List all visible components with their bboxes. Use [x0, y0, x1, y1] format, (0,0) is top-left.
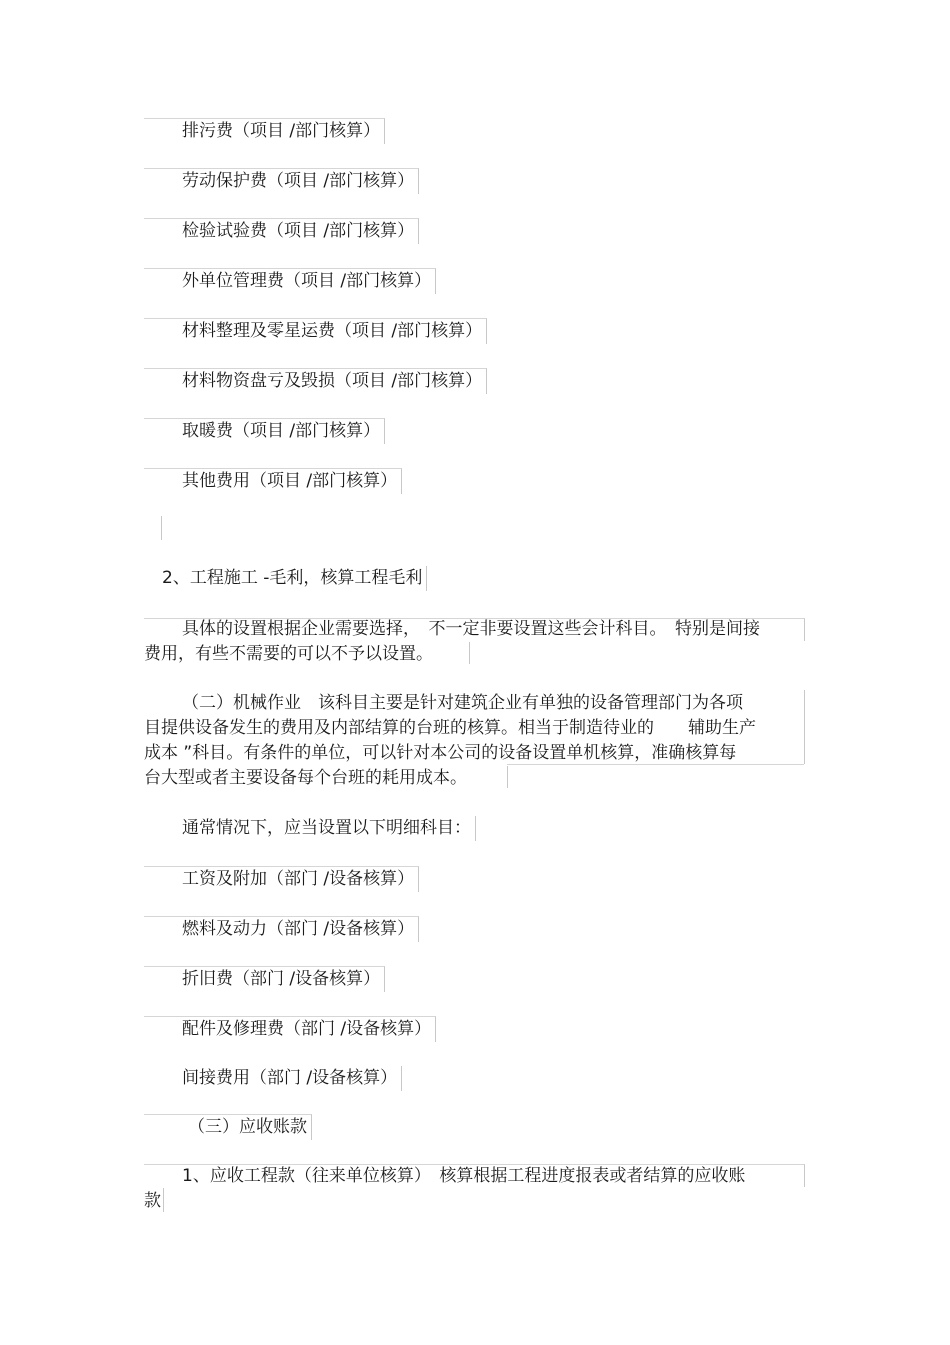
account-item-parts-repair: 配件及修理费（部门 /设备核算） [144, 1016, 436, 1042]
paragraph-receivables [144, 1164, 745, 1214]
account-item-material-loss: 材料物资盘亏及毁损（项目 /部门核算） [144, 368, 487, 394]
account-item-labor-protection: 劳动保护费（项目 /部门核算） [144, 168, 419, 194]
paragraph-line: 具体的设置根据企业需要选择， 不一定非要设置这些会计科目。 特别是间接 [182, 619, 760, 639]
account-item-other: 其他费用（项目 /部门核算） [144, 468, 402, 494]
divider [804, 690, 805, 764]
account-item-external-management: 外单位管理费（项目 /部门核算） [144, 268, 436, 294]
detail-accounts-intro: 通常情况下，应当设置以下明细科目： [144, 816, 476, 841]
paragraph-account-setup [144, 617, 760, 667]
paragraph-machinery [144, 691, 756, 791]
section-heading-receivables: （三）应收账款 [144, 1114, 312, 1140]
account-item-depreciation: 折旧费（部门 /设备核算） [144, 966, 385, 992]
account-item-wages: 工资及附加（部门 /设备核算） [144, 866, 419, 892]
paragraph-line: （二）机械作业 该科目主要是针对建筑企业有单独的设备管理部门为各项 [182, 693, 743, 713]
paragraph-line: 费用，有些不需要的可以不予以设置。 [144, 644, 433, 664]
account-item-indirect-cost: 间接费用（部门 /设备核算） [144, 1066, 402, 1091]
paragraph-line: 成本 ”科目。有条件的单位，可以针对本公司的设备设置单机核算，准确核算每 [144, 743, 737, 763]
paragraph-line: 1、应收工程款（往来单位核算） 核算根据工程进度报表或者结算的应收账 [182, 1166, 746, 1186]
account-item-fuel-power: 燃料及动力（部门 /设备核算） [144, 916, 419, 942]
divider [161, 516, 162, 540]
account-item-inspection: 检验试验费（项目 /部门核算） [144, 218, 419, 244]
account-item-sewage: 排污费（项目 /部门核算） [144, 118, 385, 144]
account-item-material-freight: 材料整理及零星运费（项目 /部门核算） [144, 318, 487, 344]
section-heading-gross-profit: 2、工程施工 -毛利，核算工程毛利 [162, 566, 427, 591]
account-item-heating: 取暖费（项目 /部门核算） [144, 418, 385, 444]
paragraph-line: 款 [144, 1191, 161, 1211]
paragraph-line: 目提供设备发生的费用及内部结算的台班的核算。相当于制造待业的 辅助生产 [144, 718, 756, 738]
paragraph-line: 台大型或者主要设备每个台班的耗用成本。 [144, 768, 467, 788]
